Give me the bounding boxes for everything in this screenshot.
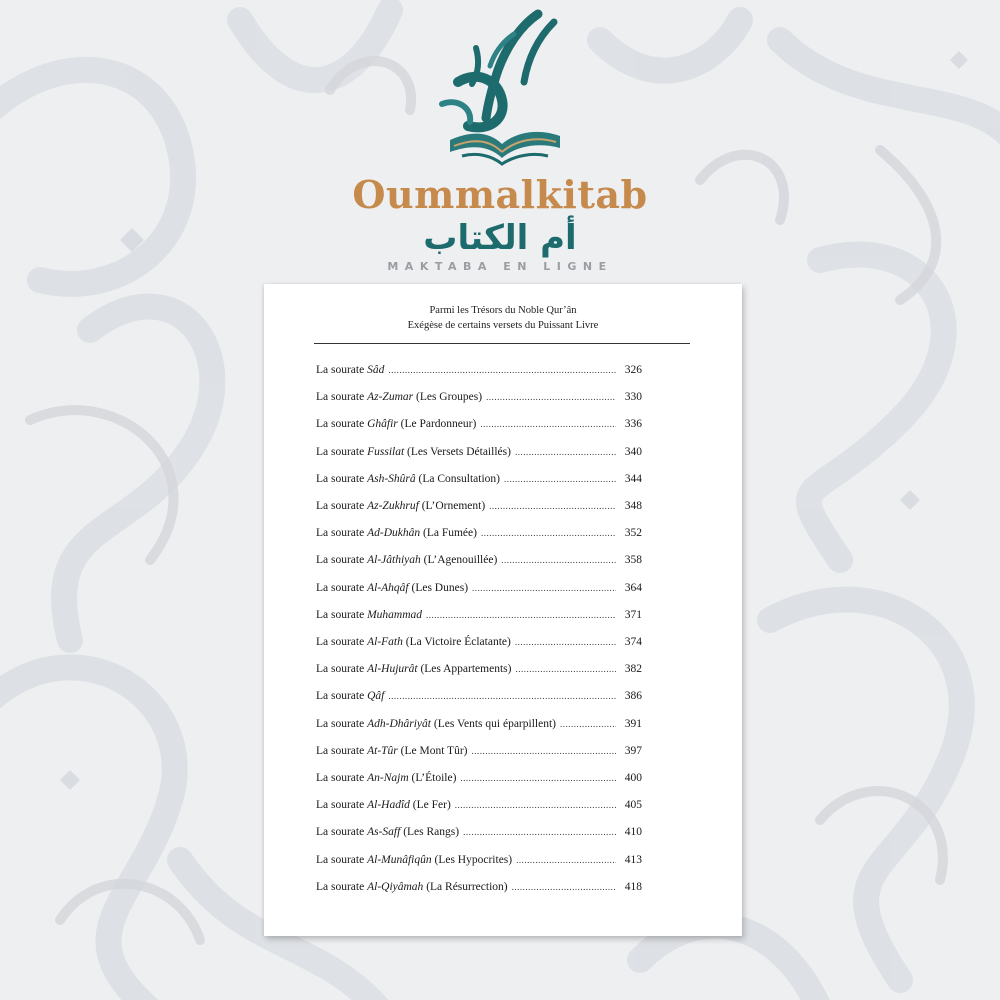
toc-entry-surah-name: An-Najm: [367, 772, 409, 784]
brand-tagline: MAKTABA EN LIGNE: [387, 260, 613, 273]
toc-entry-page-number: 340: [624, 445, 642, 458]
toc-entry-translation: (Les Vents qui éparpillent): [433, 717, 556, 730]
toc-entry-translation: (Les Appartements): [420, 663, 512, 676]
toc-dot-leader: [481, 528, 616, 538]
toc-entry-prefix: La sourate: [316, 880, 365, 893]
toc-entry-page-number: 400: [624, 772, 642, 784]
toc-entry-prefix: La sourate: [316, 418, 365, 431]
toc-entry-title: [316, 799, 451, 811]
toc-entry-page-number: 371: [624, 608, 642, 621]
toc-dot-leader: [516, 855, 616, 865]
toc-entry-title: [316, 772, 456, 784]
toc-entry: [316, 881, 642, 899]
toc-entry: [316, 663, 642, 681]
toc-entry-translation: (Les Versets Détaillés): [407, 445, 511, 458]
toc-entry-page-number: 410: [624, 826, 642, 839]
toc-entry-surah-name: Al-Qiyâmah: [367, 880, 424, 893]
toc-entry-title: [316, 391, 482, 403]
toc-dot-leader: [463, 827, 616, 837]
toc-entry: [316, 718, 642, 736]
toc-entry-title: [316, 418, 476, 430]
toc-entry-title: [316, 881, 508, 893]
toc-entry-translation: (La Fumée): [422, 527, 477, 540]
toc-entry-surah-name: Al-Hujurât: [367, 663, 418, 676]
toc-dot-leader: [472, 583, 616, 593]
toc-dot-leader: [515, 447, 616, 457]
toc-entry-surah-name: Muhammad: [367, 608, 423, 621]
toc-dot-leader: [460, 773, 616, 783]
toc-entry-title: [316, 582, 468, 594]
toc-entry-translation: (La Résurrection): [426, 880, 508, 893]
toc-entry: [316, 582, 642, 600]
toc-entry-prefix: La sourate: [316, 581, 365, 594]
toc-entry-prefix: La sourate: [316, 608, 365, 621]
toc-entry-page-number: 358: [624, 554, 642, 567]
toc-entry-prefix: La sourate: [316, 744, 365, 757]
toc-entry-surah-name: Al-Fath: [367, 636, 403, 648]
toc-dot-leader: [455, 800, 616, 810]
header-line-2: Exégèse de certains versets du Puissant Livre: [407, 320, 599, 331]
toc-entry: [316, 391, 642, 409]
toc-entry-title: [316, 745, 468, 757]
toc-entry-surah-name: As-Saff: [367, 826, 401, 839]
toc-entry-prefix: La sourate: [316, 445, 365, 458]
book-page: [264, 284, 742, 936]
toc-dot-leader: [489, 501, 616, 511]
toc-entry: [316, 473, 642, 491]
toc-entry-prefix: La sourate: [316, 500, 365, 512]
toc-entry-translation: (La Victoire Éclatante): [405, 636, 511, 648]
toc-entry-prefix: La sourate: [316, 663, 365, 676]
toc-dot-leader: [515, 637, 616, 647]
toc-entry-surah-name: Az-Zumar: [367, 391, 414, 404]
toc-entry-page-number: 344: [624, 472, 642, 485]
toc-entry-page-number: 348: [624, 500, 642, 512]
header-line-1: Parmi les Trésors du Noble Qur’ân: [429, 305, 577, 316]
toc-entry-translation: (Les Rangs): [403, 826, 460, 839]
toc-entry: [316, 826, 642, 844]
toc-entry-prefix: La sourate: [316, 364, 365, 376]
toc-entry: [316, 418, 642, 436]
toc-entry-title: [316, 636, 511, 648]
toc-entry-surah-name: Al-Ahqâf: [367, 581, 409, 594]
toc-entry-title: [316, 473, 500, 485]
toc-entry-page-number: 391: [624, 717, 642, 730]
toc-dot-leader: [515, 664, 616, 674]
toc-entry: [316, 745, 642, 763]
toc-entry-prefix: La sourate: [316, 853, 365, 866]
toc-entry-surah-name: At-Tûr: [367, 744, 398, 757]
toc-entry-title: [316, 554, 497, 566]
toc-entry-prefix: La sourate: [316, 690, 365, 703]
toc-entry-translation: (Les Dunes): [411, 581, 469, 594]
toc-entry-translation: (Le Fer): [412, 799, 451, 812]
toc-entry-surah-name: Az-Zukhruf: [367, 500, 419, 512]
toc-entry-prefix: La sourate: [316, 527, 365, 540]
toc-dot-leader: [388, 365, 616, 375]
header-divider: [314, 343, 690, 344]
toc-entry-page-number: 374: [624, 636, 642, 648]
toc-entry-prefix: La sourate: [316, 636, 365, 648]
toc-dot-leader: [486, 392, 616, 402]
toc-entry: [316, 690, 642, 708]
toc-entry-title: [316, 854, 512, 866]
toc-entry-translation: (Les Groupes): [415, 391, 483, 404]
toc-entry-surah-name: Ad-Dukhân: [367, 527, 421, 540]
toc-entry: [316, 799, 642, 817]
toc-entry-surah-name: Adh-Dhâriyât: [367, 717, 431, 730]
toc-dot-leader: [501, 555, 616, 565]
toc-entry: [316, 527, 642, 545]
page-header: [264, 303, 742, 333]
toc-entry-surah-name: Fussilat: [367, 445, 405, 458]
toc-entry-page-number: 352: [624, 527, 642, 540]
toc-entry-surah-name: Al-Munâfiqûn: [367, 853, 432, 866]
toc-entry: [316, 636, 642, 654]
toc-entry: [316, 854, 642, 872]
toc-entry-prefix: La sourate: [316, 799, 365, 812]
toc-entry-surah-name: Ash-Shûrâ: [367, 472, 416, 485]
toc-entry-title: [316, 500, 485, 512]
toc-entry-translation: (Le Pardonneur): [400, 418, 477, 431]
toc-entry-page-number: 326: [624, 364, 642, 376]
toc-entry-page-number: 364: [624, 581, 642, 594]
toc-entry-translation: (La Consultation): [418, 472, 500, 485]
toc-entry-page-number: 418: [624, 880, 642, 893]
toc-entry-page-number: 405: [624, 799, 642, 812]
toc-entry-page-number: 336: [624, 418, 642, 431]
toc-entry: [316, 772, 642, 790]
toc-entry-translation: (L’Agenouillée): [423, 554, 498, 567]
toc-entry-title: [316, 663, 511, 675]
toc-entry-translation: (L’Étoile): [411, 772, 457, 784]
calligraphy-book-icon: [428, 8, 576, 174]
toc-entry-translation: (Les Hypocrites): [434, 853, 513, 866]
toc-entry-prefix: La sourate: [316, 717, 365, 730]
toc-dot-leader: [480, 419, 616, 429]
toc-entry-title: [316, 826, 459, 838]
toc-entry-surah-name: Al-Jâthiyah: [367, 554, 421, 567]
toc-dot-leader: [512, 882, 616, 892]
toc-entry-prefix: La sourate: [316, 772, 365, 784]
toc-entry-surah-name: Qâf: [367, 690, 385, 703]
toc-dot-leader: [560, 719, 616, 729]
toc-entry-title: [316, 609, 422, 621]
toc-entry-prefix: La sourate: [316, 826, 365, 839]
toc-entry-page-number: 382: [624, 663, 642, 676]
toc-entry-surah-name: Sâd: [367, 364, 385, 376]
toc-dot-leader: [504, 474, 616, 484]
toc-entry-title: [316, 527, 477, 539]
brand-logo: [0, 0, 1000, 280]
toc-entry-translation: (L’Ornement): [421, 500, 486, 512]
toc-entry-page-number: 397: [624, 744, 642, 757]
toc-dot-leader: [388, 691, 616, 701]
toc-dot-leader: [426, 610, 616, 620]
toc-entry-page-number: 330: [624, 391, 642, 404]
toc-entry-translation: (Le Mont Tûr): [400, 744, 468, 757]
toc-entry-title: [316, 446, 511, 458]
brand-arabic-name: أم الكتاب: [423, 218, 577, 258]
toc-entry-prefix: La sourate: [316, 391, 365, 404]
toc-entry-surah-name: Al-Hadîd: [367, 799, 410, 812]
toc-entry: [316, 554, 642, 572]
toc-entry-page-number: 386: [624, 690, 642, 703]
toc-entry-title: [316, 364, 384, 376]
toc-entry: [316, 446, 642, 464]
toc-entry-surah-name: Ghâfir: [367, 418, 398, 431]
toc-entry-title: [316, 690, 384, 702]
toc-entry-page-number: 413: [624, 853, 642, 866]
toc-entry: [316, 364, 642, 382]
toc-dot-leader: [472, 746, 617, 756]
toc-entry-prefix: La sourate: [316, 554, 365, 567]
brand-name: Oummalkitab: [352, 172, 648, 217]
toc-entry: [316, 609, 642, 627]
toc-entry-prefix: La sourate: [316, 472, 365, 485]
toc-entry-title: [316, 718, 556, 730]
toc-entry: [316, 500, 642, 518]
